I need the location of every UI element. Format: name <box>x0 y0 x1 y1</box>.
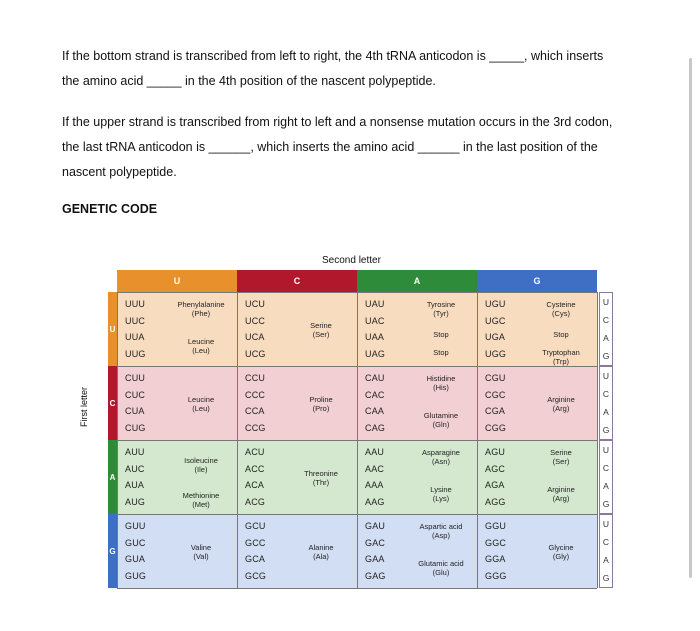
codon-cell <box>117 440 237 514</box>
amino-acid-label: Glutamic acid (Glu) <box>418 559 464 578</box>
third-letter-column <box>599 514 613 588</box>
codon: CAC <box>365 389 385 400</box>
codon-cell <box>117 514 237 588</box>
codon-list <box>485 440 506 514</box>
codon: UGA <box>485 332 506 343</box>
codon-list <box>245 366 266 440</box>
third-letter: A <box>603 481 609 491</box>
codon-list <box>125 292 146 366</box>
codon-cell <box>357 440 477 514</box>
question-1-line-2: the amino acid _____ in the 4th position of the nascent polypeptide. <box>62 74 436 88</box>
third-letter: C <box>602 463 610 473</box>
amino-acid-label: Asparagine (Asn) <box>422 448 460 467</box>
codon: CGA <box>485 406 506 417</box>
amino-acid-label: Alanine (Ala) <box>308 543 334 561</box>
amino-acid-label: Arginine (Arg) <box>547 395 575 413</box>
first-letter-label: First letter <box>79 386 90 428</box>
codon-list <box>245 440 265 514</box>
codon: UGG <box>485 348 507 359</box>
codon-cell <box>477 440 597 514</box>
amino-acid-label: Methionine (Met) <box>182 491 220 510</box>
codon: CAA <box>365 406 385 417</box>
column-header-u: U <box>117 270 237 292</box>
grid-line-vertical <box>597 292 598 588</box>
codon: AUU <box>125 447 145 458</box>
question-2-line-1: If the upper strand is transcribed from right to left and a nonsense mutation occurs in the 3rd codon, <box>62 115 613 129</box>
codon: AAC <box>365 463 385 474</box>
third-letter: U <box>602 297 610 307</box>
codon: GCG <box>245 570 267 581</box>
codon: CUA <box>125 406 145 417</box>
amino-acid-label: Histidine (His) <box>426 374 456 393</box>
codon: GAU <box>365 521 386 532</box>
column-header-a: A <box>357 270 477 292</box>
codon: GUU <box>125 521 146 532</box>
codon: AUA <box>125 480 145 491</box>
codon: GGC <box>485 537 507 548</box>
codon-cell <box>357 514 477 588</box>
amino-acid-label: Lysine (Lys) <box>430 485 452 504</box>
codon: CGG <box>485 422 507 433</box>
genetic-code-table <box>72 250 628 590</box>
codon: UCG <box>245 348 266 359</box>
codon: AGA <box>485 480 505 491</box>
codon: ACG <box>245 496 266 507</box>
genetic-code-heading: GENETIC CODE <box>62 202 158 216</box>
codon-list <box>245 514 266 588</box>
third-letter: G <box>602 425 610 435</box>
codon-cell <box>237 514 357 588</box>
codon: AUC <box>125 463 145 474</box>
codon-list <box>365 292 385 366</box>
codon: UUA <box>125 332 145 343</box>
third-letter-column <box>599 292 613 366</box>
amino-acid-label: Phenylalanine (Phe) <box>177 300 225 319</box>
codon-list <box>125 440 145 514</box>
amino-acid-label: Arginine (Arg) <box>547 485 575 504</box>
codon: CUG <box>125 422 146 433</box>
codon: AGC <box>485 463 506 474</box>
amino-acid-label: Leucine (Leu) <box>187 395 215 413</box>
codon-list <box>245 292 266 366</box>
amino-acid-label: Serine (Ser) <box>550 448 572 467</box>
third-letter: U <box>602 371 610 381</box>
row-header-u: U <box>108 292 117 366</box>
codon: CCU <box>245 373 266 384</box>
amino-acid-label: Stop <box>433 329 449 339</box>
codon: CCG <box>245 422 266 433</box>
codon-list <box>125 366 146 440</box>
codon: AAU <box>365 447 385 458</box>
third-letter: C <box>602 537 610 547</box>
codon-cell <box>117 292 237 366</box>
codon: UCA <box>245 332 265 343</box>
third-letter: G <box>602 573 610 583</box>
codon: CUC <box>125 389 146 400</box>
amino-acid-label: Threonine (Thr) <box>304 469 338 487</box>
codon: AGU <box>485 447 506 458</box>
amino-acid-label: Tyrosine (Tyr) <box>426 300 456 319</box>
codon: CGC <box>485 389 506 400</box>
third-letter: C <box>602 315 610 325</box>
question-2 <box>62 110 632 185</box>
column-header-g: G <box>477 270 597 292</box>
amino-acid-label: Serine (Ser) <box>310 321 332 339</box>
codon: UUG <box>125 348 146 359</box>
third-letter: A <box>603 555 609 565</box>
amino-acid-label: Glycine (Gly) <box>548 543 574 561</box>
codon: AUG <box>125 496 146 507</box>
grid-line-horizontal <box>117 514 597 515</box>
codon: CGU <box>485 373 506 384</box>
codon: UGC <box>485 315 506 326</box>
column-header-c: C <box>237 270 357 292</box>
amino-acid-label: Leucine (Leu) <box>187 337 215 356</box>
codon-list <box>125 514 146 588</box>
codon-list <box>365 440 385 514</box>
codon: AGG <box>485 496 506 507</box>
amino-acid-label: Tryptophan (Trp) <box>542 347 580 366</box>
codon: AAA <box>365 480 384 491</box>
row-header-a: A <box>108 440 117 514</box>
codon: UCU <box>245 299 266 310</box>
codon: UUC <box>125 315 146 326</box>
codon: CUU <box>125 373 146 384</box>
codon-cell <box>477 366 597 440</box>
third-letter: G <box>602 351 610 361</box>
codon-cell <box>477 514 597 588</box>
third-letter-column <box>599 366 613 440</box>
codon: UAG <box>365 348 386 359</box>
codon-list <box>365 366 385 440</box>
codon-list <box>485 366 506 440</box>
amino-acid-label: Cysteine (Cys) <box>546 300 576 319</box>
codon: UUU <box>125 299 146 310</box>
codon: GCA <box>245 554 266 565</box>
grid-line-horizontal <box>117 440 597 441</box>
codon: GAC <box>365 537 386 548</box>
third-letter: A <box>603 333 609 343</box>
codon-list <box>485 514 507 588</box>
codon-cell <box>357 366 477 440</box>
amino-acid-label: Stop <box>433 347 449 357</box>
codon-cell <box>237 292 357 366</box>
codon: GGG <box>485 570 507 581</box>
grid-line-vertical <box>477 292 478 588</box>
third-letter: U <box>602 519 610 529</box>
codon: GGU <box>485 521 507 532</box>
codon: ACA <box>245 480 265 491</box>
codon: UAU <box>365 299 385 310</box>
codon: UAA <box>365 332 385 343</box>
codon-cell <box>117 366 237 440</box>
third-letter: G <box>602 499 610 509</box>
row-header-c: C <box>108 366 117 440</box>
codon: GCU <box>245 521 266 532</box>
codon: UGU <box>485 299 506 310</box>
codon: CAG <box>365 422 386 433</box>
codon-list <box>485 292 506 366</box>
question-1 <box>62 44 632 94</box>
grid-line-horizontal <box>117 588 597 589</box>
codon: GCC <box>245 537 266 548</box>
amino-acid-label: Aspartic acid (Asp) <box>419 522 463 541</box>
codon: ACU <box>245 447 265 458</box>
third-letter: A <box>603 407 609 417</box>
codon-cell <box>237 366 357 440</box>
third-letter-column <box>599 440 613 514</box>
codon: GUG <box>125 570 147 581</box>
codon: GAG <box>365 570 386 581</box>
codon: UCC <box>245 315 266 326</box>
codon: ACC <box>245 463 265 474</box>
codon: CCA <box>245 406 265 417</box>
codon: AAG <box>365 496 385 507</box>
scrollbar[interactable] <box>689 58 692 578</box>
codon-cell <box>357 292 477 366</box>
codon-cell <box>237 440 357 514</box>
row-header-g: G <box>108 514 117 588</box>
amino-acid-label: Glutamine (Gln) <box>423 411 459 430</box>
question-2-line-2: the last tRNA anticodon is ______, which inserts the amino acid ______ in the last position of the <box>62 140 598 154</box>
codon-cell <box>477 292 597 366</box>
codon: GAA <box>365 554 385 565</box>
amino-acid-label: Stop <box>553 329 569 339</box>
codon: CCC <box>245 389 266 400</box>
third-letter: C <box>602 389 610 399</box>
amino-acid-label: Valine (Val) <box>190 543 212 561</box>
codon: UAC <box>365 315 385 326</box>
codon: GUA <box>125 554 146 565</box>
question-1-line-1: If the bottom strand is transcribed from left to right, the 4th tRNA anticodon is _____, which inserts <box>62 49 604 63</box>
amino-acid-label: Isoleucine (Ile) <box>184 455 218 474</box>
second-letter-label: Second letter <box>322 255 381 266</box>
amino-acid-label: Proline (Pro) <box>309 395 333 413</box>
question-2-line-3: nascent polypeptide. <box>62 165 177 179</box>
codon: GUC <box>125 537 146 548</box>
third-letter: U <box>602 445 610 455</box>
codon: GGA <box>485 554 506 565</box>
codon-list <box>365 514 386 588</box>
codon: CAU <box>365 373 385 384</box>
